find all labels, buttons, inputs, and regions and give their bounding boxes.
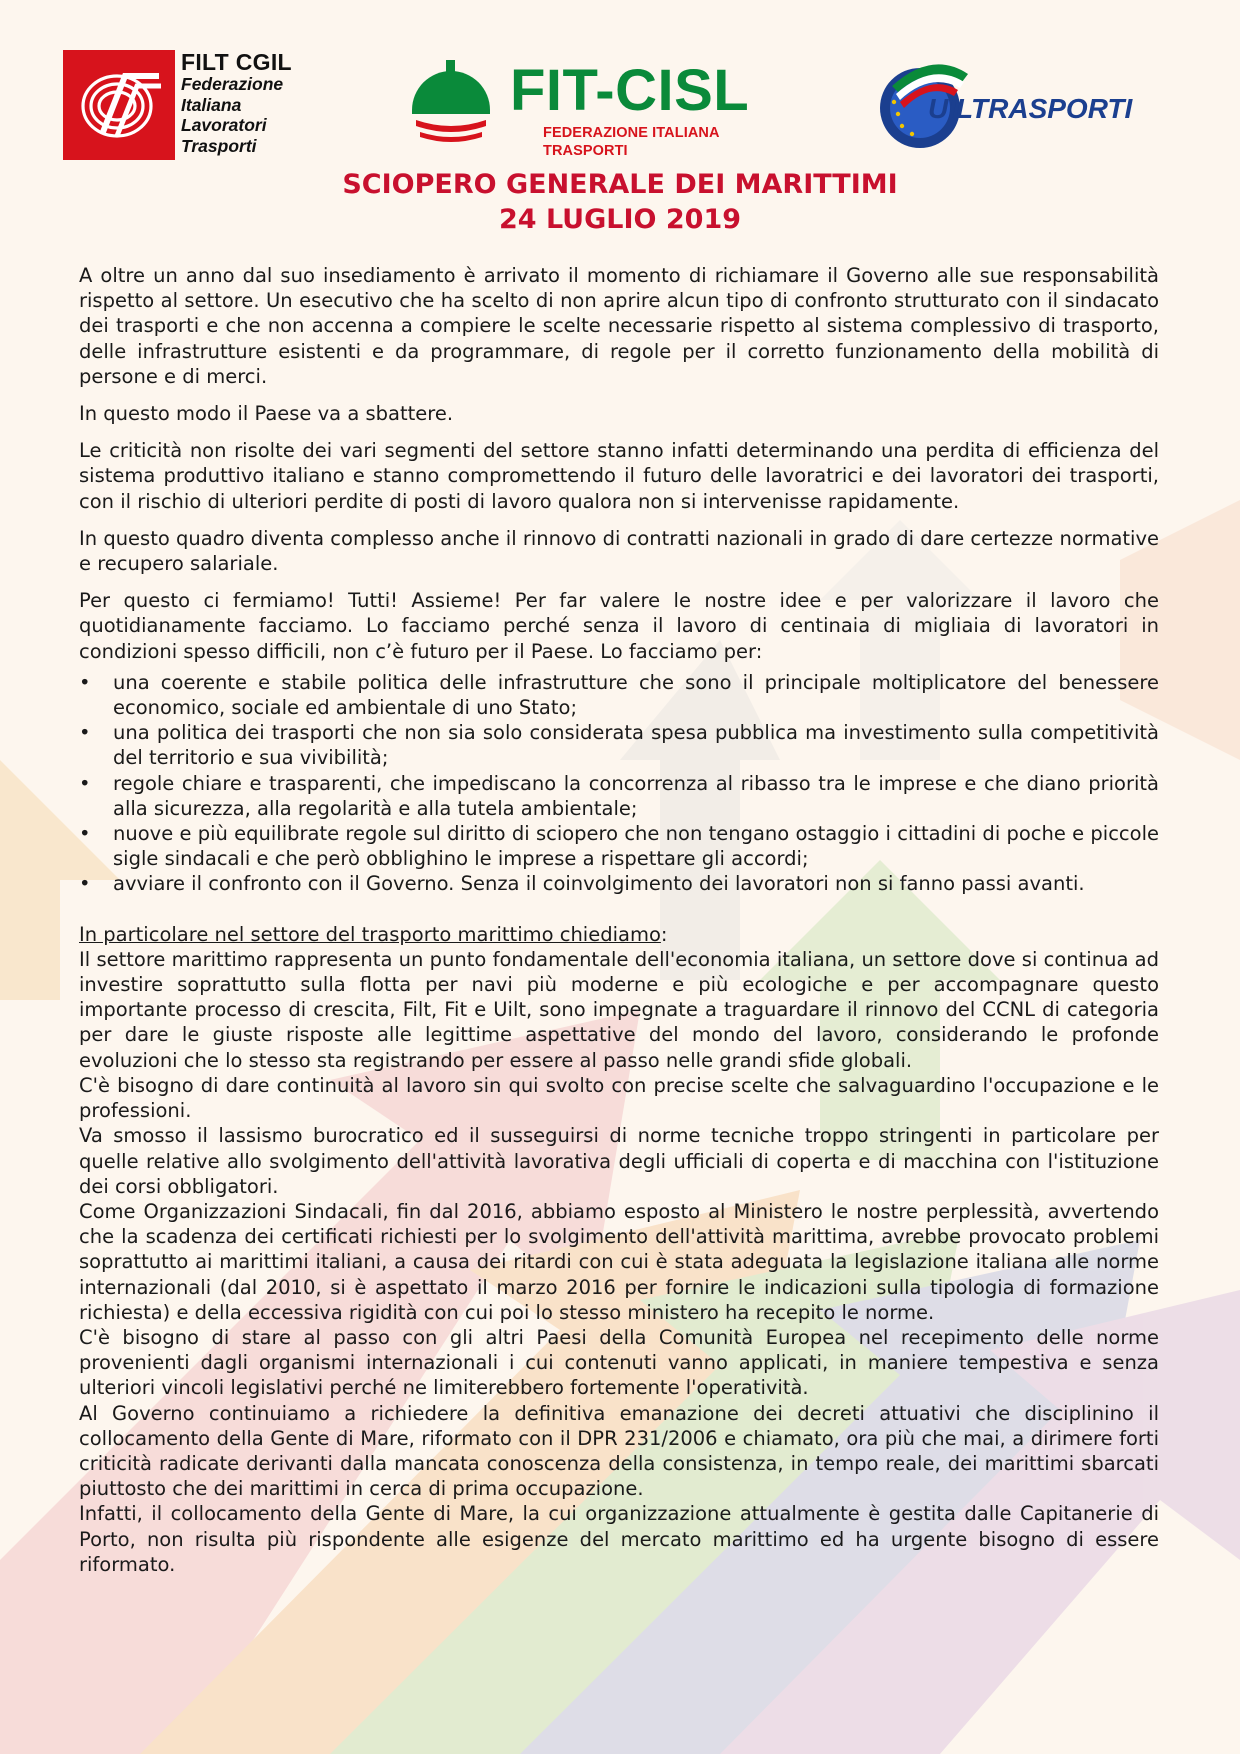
- list-item: • regole chiare e trasparenti, che impediscano la concorrenza al ribasso tra le imprese e che diano priorità alla sicurezza, alla regolarità e alla tutela ambientale;: [79, 771, 1159, 821]
- spacer: [79, 897, 1159, 922]
- section-paragraph: Va smosso il lassismo burocratico ed il susseguirsi di norme tecniche troppo stringenti in particolare per quelle relative allo svolgimento dell'attività lavorativa degli ufficiali di coperta e di macchina con l'istituzione dei corsi obbligatori.: [79, 1124, 1159, 1198]
- intro-paragraph: In questo modo il Paese va a sbattere.: [79, 402, 454, 426]
- section-paragraph: Come Organizzazioni Sindacali, fin dal 2016, abbiamo esposto al Ministero le nostre perplessità, avvertendo che la scadenza dei certificati richiesti per lo svolgimento dell'attività marittima, avrebbe provocato problemi soprattutto ai marittimi italiani, a causa dei ritardi con cui è stata adeguata la legislazione italiana alle norme internazionali (dal 2010, si è aspettato il marzo 2016 per fornire le indicazioni sulla tipologia di formazione richiesta) e della eccessiva rigidità con cui poi lo stesso ministero ha recepito le norme.: [79, 1199, 1159, 1324]
- fit-cisl-subtitle: FEDERAZIONE ITALIANA TRASPORTI: [543, 125, 719, 159]
- filt-cgil-line: Lavoratori: [181, 115, 267, 135]
- intro-paragraph: Per questo ci fermiamo! Tutti! Assieme! Per far valere le nostre idee e per valorizzare il lavoro che quotidianamente facciamo. Lo facciamo perché senza il lavoro di centinaia di migliaia di lavoratori in condizioni spesso difficili, non c’è futuro per il Paese. Lo facciamo per:: [79, 589, 1159, 663]
- filt-cgil-line: Italiana: [181, 94, 242, 115]
- filt-cgil-line: Federazione: [181, 74, 284, 94]
- document-body: [79, 263, 1159, 1577]
- uiltrasporti-logo: [872, 56, 1162, 152]
- filt-cgil-title: FILT CGIL: [181, 49, 292, 75]
- fit-cisl-logo: [410, 58, 770, 159]
- section-paragraph: Al Governo continuiamo a richiedere la definitiva emanazione dei decreti attuativi che disciplinino il collocamento della Gente di Mare, riformato con il DPR 231/2006 e chiamato, ora più che mai, a dirimere forti criticità radicate derivanti dalla mancata conoscenza della consistenza, in tempo reale, dei marittimi sbarcati piuttosto che dei marittimi in cerca di prima occupazione.: [79, 1401, 1159, 1501]
- intro-paragraph: In questo quadro diventa complesso anche il rinnovo di contratti nazionali in grado di dare certezze normative e recupero salariale.: [79, 526, 1159, 576]
- list-item: • una coerente e stabile politica delle infrastrutture che sono il principale moltiplicatore del benessere economico, sociale ed ambientale di uno Stato;: [79, 670, 1159, 720]
- uiltrasporti-wordmark: UILTRASPORTI: [928, 93, 1133, 124]
- list-item: • nuove e più equilibrate regole sul diritto di sciopero che non tengano ostaggio i cittadini di poche e piccole sigle sindacali e che però obblighino le imprese a rispettare gli accordi;: [79, 821, 1159, 871]
- section-paragraph: Il settore marittimo rappresenta un punto fondamentale dell'economia italiana, un settore dove si continua ad investire soprattutto sulla flotta per navi più moderne e più ecologiche e per accompagnare questo importante processo di crescita, Filt, Fit e Uilt, sono impegnate a traguardare il rinnovo del CCNL di categoria per dare le giuste risposte alle legittime aspettative del mondo del lavoro, considerando le profonde evoluzioni che lo stesso sta registrando per essere al passo nelle grandi sfide globali.: [79, 947, 1159, 1072]
- filt-cgil-emblem-icon: [63, 50, 175, 160]
- section-paragraph: Infatti, il collocamento della Gente di Mare, la cui organizzazione attualmente è gestita dalle Capitanerie di Porto, non risulta più rispondente alle esigenze del mercato marittimo ed ha urgente bisogno di essere riformato.: [79, 1502, 1159, 1576]
- fit-cisl-title: FIT-CISL: [510, 58, 750, 123]
- section-paragraph: C'è bisogno di dare continuità al lavoro sin qui svolto con precise scelte che salvaguardino l'occupazione e le professioni.: [79, 1073, 1159, 1123]
- intro-paragraph: Le criticità non risolte dei vari segmenti del settore stanno infatti determinando una perdita di efficienza del sistema produttivo italiano e stanno compromettendo il futuro delle lavoratrici e dei lavoratori dei trasporti, con il rischio di ulteriori perdite di posti di lavoro qualora non si intervenisse rapidamente.: [79, 439, 1159, 513]
- section-heading-line: [79, 922, 1159, 947]
- intro-paragraph: A oltre un anno dal suo insediamento è arrivato il momento di richiamare il Governo alle sue responsabilità rispetto al settore. Un esecutivo che ha scelto di non aprire alcun tipo di confronto strutturato con il sindacato dei trasporti e che non accenna a compiere le scelte necessarie rispetto al sistema complessivo di trasporto, delle infrastrutture esistenti e da programmare, di regole per il corretto funzionamento della mobilità di persone e di merci.: [79, 264, 1159, 388]
- maritime-section: [79, 922, 1159, 1577]
- document-date: 24 LUGLIO 2019: [498, 204, 742, 235]
- section-heading: In particolare nel settore del trasporto marittimo chiediamo: [79, 922, 661, 946]
- section-paragraph: C'è bisogno di stare al passo con gli altri Paesi della Comunità Europea nel recepimento delle norme provenienti dagli organismi internazionali i cui contenuti vanno applicati, in maniere tempestiva e senza ulteriori vincoli legislativi perché ne limiterebbero fortemente l'operatività.: [79, 1325, 1159, 1400]
- filt-cgil-wordmark: [181, 50, 306, 156]
- list-item: • una politica dei trasporti che non sia solo considerata spesa pubblica ma investimento sulla competitività del territorio e sua vivibilità;: [79, 720, 1159, 770]
- document-title: SCIOPERO GENERALE DEI MARITTIMI: [342, 169, 898, 200]
- filt-cgil-line: Trasporti: [181, 135, 257, 156]
- filt-cgil-logo: [63, 50, 303, 162]
- section-heading-colon: :: [660, 922, 668, 946]
- list-item: • avviare il confronto con il Governo. Senza il coinvolgimento dei lavoratori non si fanno passi avanti.: [79, 871, 1159, 896]
- fit-cisl-emblem-icon: [410, 58, 492, 148]
- demands-list: [79, 670, 1159, 897]
